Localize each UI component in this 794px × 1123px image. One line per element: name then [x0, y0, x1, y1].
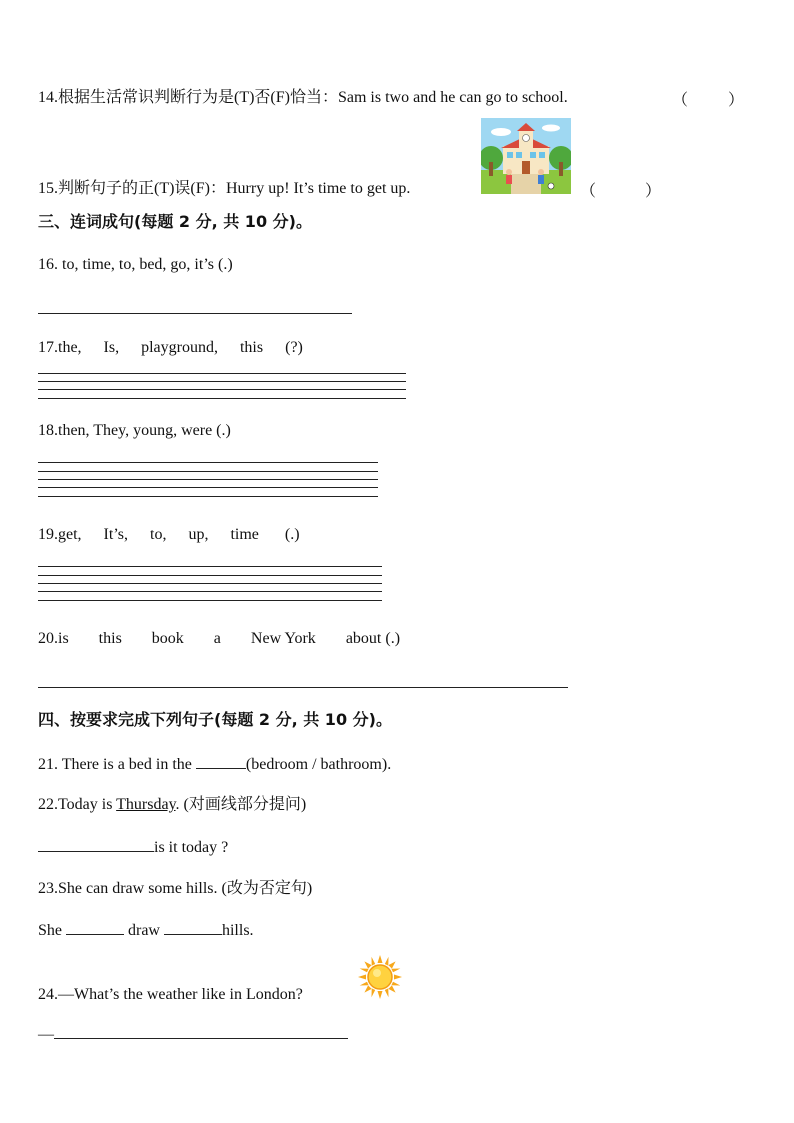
- q18-answer-line[interactable]: [38, 471, 378, 472]
- q22-text-after: . (对画线部分提问): [175, 796, 307, 813]
- q17-word: this: [239, 339, 264, 356]
- q14-paren-close: ）: [728, 92, 745, 109]
- q19-word: get,: [58, 526, 82, 543]
- question-24: 24.—What’s the weather like in London?: [38, 986, 303, 1003]
- q23-answer-part-1: She: [38, 922, 66, 939]
- question-22: [38, 795, 306, 815]
- question-19: [38, 525, 300, 545]
- q17-word: Is,: [103, 339, 120, 356]
- q23-answer-part-2: draw: [124, 922, 164, 939]
- q17-word: (?): [285, 339, 303, 356]
- question-21: [38, 754, 391, 775]
- q22-answer: [38, 837, 228, 858]
- q17-word: the,: [58, 339, 82, 356]
- question-17: [38, 338, 303, 358]
- question-20-number: 20.: [38, 630, 58, 647]
- q22-underlined-word: Thursday: [116, 796, 176, 813]
- q19-word: It’s,: [103, 526, 128, 543]
- question-17-number: 17.: [38, 339, 58, 356]
- q15-paren-open: （: [580, 183, 597, 200]
- q17-word: playground,: [141, 339, 218, 356]
- q19-answer-line[interactable]: [38, 583, 382, 584]
- question-18: 18.then, They, young, were (.): [38, 422, 231, 439]
- question-16: 16. to, time, to, bed, go, it’s (.): [38, 256, 233, 273]
- q20-word: New York: [250, 630, 316, 647]
- q19-word: time: [230, 526, 259, 543]
- question-15-text: 15.判断句子的正(T)误(F)：Hurry up! It’s time to get up.: [38, 180, 411, 197]
- question-15: [38, 179, 410, 199]
- q20-word: about (.): [345, 630, 401, 647]
- q18-answer-line[interactable]: [38, 487, 378, 488]
- section-3-title: 三、连词成句(每题 2 分, 共 10 分)。: [38, 212, 312, 231]
- q20-answer-line[interactable]: [38, 687, 568, 688]
- q22-blank[interactable]: [38, 837, 154, 852]
- question-14-text: 14.根据生活常识判断行为是(T)否(F)恰当：Sam is two and he can go to school.: [38, 89, 568, 106]
- q23-blank-2[interactable]: [164, 920, 222, 935]
- section-4-title: 四、按要求完成下列句子(每题 2 分, 共 10 分)。: [38, 710, 392, 729]
- question-23: 23.She can draw some hills. (改为否定句): [38, 880, 313, 897]
- q21-blank[interactable]: [196, 754, 246, 769]
- q24-blank[interactable]: [54, 1024, 348, 1039]
- q16-answer-line[interactable]: [38, 313, 352, 314]
- q17-answer-line[interactable]: [38, 373, 406, 374]
- q18-answer-line[interactable]: [38, 479, 378, 480]
- q15-paren-close: ）: [645, 183, 662, 200]
- sun-icon: [357, 954, 403, 1000]
- q19-answer-line[interactable]: [38, 566, 382, 567]
- q18-answer-line[interactable]: [38, 496, 378, 497]
- q21-text-before: 21. There is a bed in the: [38, 756, 196, 773]
- q17-answer-line[interactable]: [38, 381, 406, 382]
- q19-answer-line[interactable]: [38, 600, 382, 601]
- q20-word: this: [98, 630, 122, 647]
- q24-answer: [38, 1024, 348, 1045]
- q20-word: book: [151, 630, 184, 647]
- q19-word: to,: [150, 526, 167, 543]
- q22-text-before: 22.Today is: [38, 796, 117, 813]
- q20-word: is: [58, 630, 69, 647]
- question-19-number: 19.: [38, 526, 58, 543]
- q23-answer: [38, 920, 254, 941]
- q24-dash: —: [38, 1026, 54, 1043]
- q19-word: (.): [284, 526, 300, 543]
- school-scene-icon: [481, 118, 571, 194]
- q21-text-after: (bedroom / bathroom).: [245, 756, 392, 773]
- q20-word: a: [213, 630, 221, 647]
- q23-blank-1[interactable]: [66, 920, 124, 935]
- q17-answer-line[interactable]: [38, 389, 406, 390]
- q19-answer-line[interactable]: [38, 575, 382, 576]
- q19-word: up,: [188, 526, 209, 543]
- question-14: [38, 88, 568, 108]
- question-20: [38, 629, 400, 649]
- q14-paren-open: （: [672, 92, 689, 109]
- q17-answer-line[interactable]: [38, 398, 406, 399]
- q18-answer-line[interactable]: [38, 462, 378, 463]
- q23-answer-part-3: hills.: [221, 922, 254, 939]
- q22-answer-text: is it today ?: [154, 839, 229, 856]
- q19-answer-line[interactable]: [38, 591, 382, 592]
